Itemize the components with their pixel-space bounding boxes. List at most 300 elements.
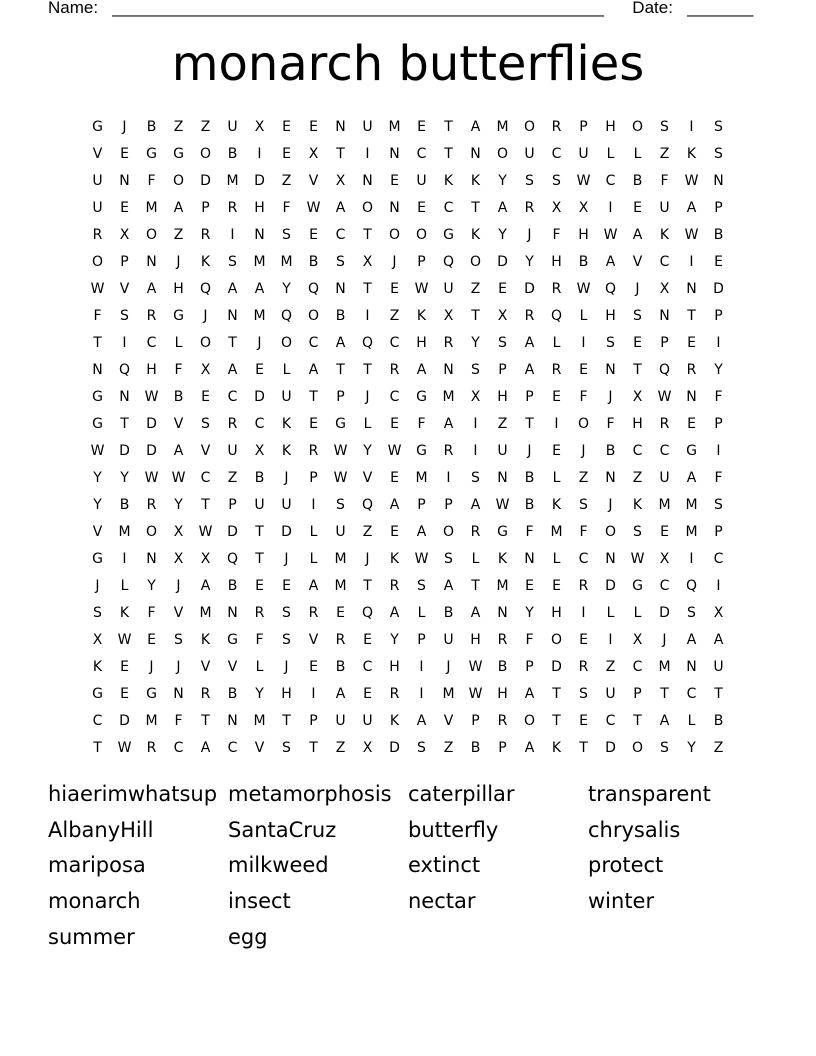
- grid-letter: B: [524, 497, 535, 513]
- grid-letter: R: [200, 227, 211, 243]
- grid-letter: S: [471, 470, 480, 486]
- grid-letter: I: [581, 605, 586, 621]
- grid-letter: K: [470, 173, 481, 189]
- grid-letter: Q: [226, 551, 239, 567]
- word-list-item: winter: [588, 889, 655, 914]
- grid-letter: S: [579, 686, 588, 702]
- grid-letter: O: [199, 146, 212, 162]
- grid-letter: S: [498, 335, 507, 351]
- grid-letter: I: [554, 416, 559, 432]
- grid-letter: H: [389, 659, 400, 675]
- grid-letter: Y: [525, 254, 534, 270]
- grid-letter: M: [253, 254, 266, 270]
- grid-letter: K: [200, 254, 211, 270]
- grid-letter: O: [280, 335, 293, 351]
- grid-letter: T: [552, 686, 561, 702]
- grid-letter: M: [199, 605, 212, 621]
- grid-letter: B: [524, 470, 535, 486]
- grid-letter: C: [335, 227, 346, 243]
- grid-letter: H: [632, 416, 643, 432]
- grid-letter: W: [630, 551, 645, 567]
- grid-letter: W: [90, 281, 105, 297]
- grid-letter: R: [524, 308, 535, 324]
- grid-letter: W: [171, 470, 186, 486]
- grid-letter: E: [579, 362, 588, 378]
- grid-letter: E: [390, 173, 399, 189]
- grid-letter: P: [714, 200, 723, 216]
- grid-letter: D: [254, 173, 265, 189]
- grid-letter: O: [91, 254, 104, 270]
- grid-letter: R: [92, 227, 103, 243]
- grid-letter: P: [525, 659, 534, 675]
- grid-letter: A: [146, 281, 157, 297]
- grid-letter: X: [632, 632, 643, 648]
- grid-letter: I: [473, 416, 478, 432]
- grid-letter: X: [92, 632, 103, 648]
- grid-letter: W: [495, 497, 510, 513]
- grid-letter: W: [117, 632, 132, 648]
- grid-letter: M: [334, 578, 347, 594]
- word-list: [48, 778, 768, 956]
- grid-letter: E: [633, 200, 642, 216]
- grid-letter: J: [176, 254, 181, 270]
- grid-letter: D: [713, 281, 724, 297]
- grid-letter: S: [687, 605, 696, 621]
- grid-letter: Z: [659, 146, 670, 162]
- grid-letter: R: [551, 119, 562, 135]
- grid-letter: T: [471, 578, 480, 594]
- grid-letter: P: [714, 308, 723, 324]
- grid-letter: O: [145, 524, 158, 540]
- grid-letter: I: [311, 497, 316, 513]
- grid-letter: T: [255, 551, 264, 567]
- grid-letter: A: [227, 362, 238, 378]
- grid-letter: J: [284, 470, 289, 486]
- grid-letter: M: [334, 551, 347, 567]
- grid-letter: Y: [93, 497, 102, 513]
- grid-letter: S: [174, 632, 183, 648]
- grid-letter: W: [414, 551, 429, 567]
- grid-letter: E: [552, 443, 561, 459]
- grid-letter: D: [605, 578, 616, 594]
- grid-letter: O: [604, 524, 617, 540]
- grid-letter: O: [523, 713, 536, 729]
- grid-letter: N: [659, 308, 670, 324]
- grid-letter: Z: [362, 524, 373, 540]
- grid-letter: W: [684, 173, 699, 189]
- grid-letter: W: [657, 389, 672, 405]
- grid-letter: I: [689, 119, 694, 135]
- grid-letter: C: [551, 146, 562, 162]
- grid-letter: L: [633, 605, 642, 621]
- grid-letter: Y: [498, 173, 507, 189]
- grid-letter: M: [658, 497, 671, 513]
- grid-letter: U: [281, 497, 292, 513]
- grid-letter: G: [173, 308, 184, 324]
- grid-letter: B: [632, 173, 643, 189]
- grid-letter: O: [172, 173, 185, 189]
- grid-letter: E: [120, 686, 129, 702]
- grid-letter: A: [470, 497, 481, 513]
- grid-letter: B: [578, 254, 589, 270]
- grid-letter: N: [686, 389, 697, 405]
- grid-letter: T: [687, 308, 696, 324]
- grid-letter: B: [173, 389, 184, 405]
- grid-letter: B: [227, 578, 238, 594]
- grid-letter: T: [228, 335, 237, 351]
- grid-letter: G: [416, 443, 427, 459]
- grid-letter: S: [417, 578, 426, 594]
- grid-letter: R: [308, 443, 319, 459]
- grid-letter: U: [362, 713, 373, 729]
- grid-letter: C: [173, 740, 184, 756]
- grid-letter: G: [92, 551, 103, 567]
- grid-letter: E: [390, 281, 399, 297]
- grid-letter: B: [254, 470, 265, 486]
- word-list-item: insect: [228, 889, 291, 914]
- word-list-item: monarch: [48, 889, 141, 914]
- grid-letter: P: [417, 497, 426, 513]
- grid-letter: C: [659, 443, 670, 459]
- grid-letter: H: [551, 254, 562, 270]
- grid-letter: I: [581, 335, 586, 351]
- grid-letter: A: [335, 335, 346, 351]
- grid-letter: H: [497, 389, 508, 405]
- grid-letter: U: [281, 389, 292, 405]
- grid-letter: E: [633, 335, 642, 351]
- grid-letter: O: [523, 119, 536, 135]
- word-list-item: milkweed: [228, 853, 329, 878]
- grid-letter: F: [174, 713, 183, 729]
- grid-letter: V: [200, 659, 211, 675]
- grid-letter: N: [227, 713, 238, 729]
- grid-letter: R: [146, 497, 157, 513]
- grid-letter: L: [120, 578, 129, 594]
- grid-letter: N: [119, 389, 130, 405]
- grid-letter: J: [365, 551, 370, 567]
- grid-letter: B: [713, 227, 724, 243]
- grid-letter: N: [146, 551, 157, 567]
- grid-letter: A: [389, 605, 400, 621]
- grid-letter: W: [198, 524, 213, 540]
- grid-letter: U: [254, 497, 265, 513]
- grid-letter: F: [147, 173, 156, 189]
- grid-letter: Z: [173, 227, 184, 243]
- grid-letter: Z: [443, 740, 454, 756]
- grid-letter: H: [605, 308, 616, 324]
- grid-letter: W: [414, 281, 429, 297]
- grid-letter: I: [446, 470, 451, 486]
- grid-letter: J: [608, 497, 613, 513]
- grid-letter: M: [550, 524, 563, 540]
- grid-letter: O: [415, 227, 428, 243]
- grid-letter: T: [363, 362, 372, 378]
- grid-letter: G: [686, 443, 697, 459]
- grid-letter: L: [471, 551, 480, 567]
- grid-letter: E: [120, 200, 129, 216]
- word-list-item: nectar: [408, 889, 476, 914]
- grid-letter: M: [685, 524, 698, 540]
- grid-letter: D: [524, 281, 535, 297]
- grid-letter: I: [365, 308, 370, 324]
- grid-letter: E: [579, 632, 588, 648]
- grid-letter: A: [416, 524, 427, 540]
- grid-letter: J: [608, 389, 613, 405]
- word-list-item: caterpillar: [408, 782, 515, 806]
- word-list-item: AlbanyHill: [48, 817, 154, 842]
- grid-letter: A: [686, 632, 697, 648]
- grid-letter: D: [659, 605, 670, 621]
- grid-letter: X: [254, 443, 265, 459]
- grid-letter: E: [552, 578, 561, 594]
- grid-letter: Z: [578, 470, 589, 486]
- grid-letter: J: [257, 335, 262, 351]
- grid-letter: J: [149, 659, 154, 675]
- grid-letter: D: [119, 713, 130, 729]
- grid-letter: V: [173, 605, 184, 621]
- grid-letter: A: [173, 443, 184, 459]
- grid-letter: E: [255, 578, 264, 594]
- grid-letter: M: [415, 470, 428, 486]
- grid-letter: V: [92, 524, 103, 540]
- grid-letter: Q: [361, 335, 374, 351]
- grid-letter: R: [443, 443, 454, 459]
- grid-letter: P: [498, 740, 507, 756]
- grid-letter: I: [608, 200, 613, 216]
- grid-letter: A: [713, 632, 724, 648]
- grid-letter: L: [309, 524, 318, 540]
- grid-letter: Y: [282, 281, 291, 297]
- grid-letter: C: [146, 335, 157, 351]
- grid-letter: B: [308, 254, 319, 270]
- grid-letter: F: [417, 416, 426, 432]
- grid-letter: F: [525, 524, 534, 540]
- grid-letter: R: [686, 362, 697, 378]
- grid-letter: V: [173, 416, 184, 432]
- grid-letter: X: [254, 119, 265, 135]
- grid-letter: T: [660, 686, 669, 702]
- grid-letter: L: [363, 416, 372, 432]
- grid-letter: U: [416, 173, 427, 189]
- grid-letter: N: [497, 605, 508, 621]
- grid-letter: G: [92, 119, 103, 135]
- grid-letter: E: [282, 146, 291, 162]
- grid-letter: C: [227, 389, 238, 405]
- grid-letter: U: [335, 524, 346, 540]
- grid-letter: N: [524, 551, 535, 567]
- grid-letter: T: [93, 335, 102, 351]
- grid-letter: X: [200, 551, 211, 567]
- grid-letter: E: [309, 227, 318, 243]
- grid-letter: J: [527, 443, 532, 459]
- grid-letter: Z: [713, 740, 724, 756]
- grid-letter: S: [417, 740, 426, 756]
- grid-letter: R: [200, 686, 211, 702]
- grid-letter: D: [227, 524, 238, 540]
- grid-letter: K: [389, 551, 400, 567]
- grid-letter: T: [579, 740, 588, 756]
- grid-letter: S: [201, 416, 210, 432]
- grid-letter: P: [309, 713, 318, 729]
- grid-letter: P: [471, 713, 480, 729]
- grid-letter: P: [714, 524, 723, 540]
- grid-letter: M: [145, 200, 158, 216]
- grid-letter: T: [255, 524, 264, 540]
- grid-letter: L: [282, 362, 291, 378]
- grid-letter: U: [659, 200, 670, 216]
- grid-letter: A: [632, 227, 643, 243]
- word-list-item: mariposa: [48, 853, 146, 878]
- grid-letter: P: [660, 335, 669, 351]
- grid-letter: A: [686, 470, 697, 486]
- grid-letter: V: [308, 173, 319, 189]
- grid-letter: J: [95, 578, 100, 594]
- grid-letter: M: [226, 173, 239, 189]
- grid-letter: F: [660, 173, 669, 189]
- grid-letter: C: [578, 551, 589, 567]
- grid-letter: Y: [174, 497, 183, 513]
- grid-letter: S: [282, 605, 291, 621]
- grid-letter: N: [254, 227, 265, 243]
- grid-letter: P: [633, 686, 642, 702]
- grid-letter: J: [176, 659, 181, 675]
- grid-letter: L: [633, 146, 642, 162]
- grid-letter: J: [122, 119, 127, 135]
- grid-letter: P: [444, 497, 453, 513]
- grid-letter: V: [362, 470, 373, 486]
- grid-letter: X: [362, 254, 373, 270]
- grid-letter: U: [524, 146, 535, 162]
- grid-letter: I: [473, 443, 478, 459]
- grid-letter: S: [714, 497, 723, 513]
- grid-letter: D: [254, 389, 265, 405]
- grid-letter: E: [552, 389, 561, 405]
- grid-letter: W: [684, 227, 699, 243]
- grid-letter: O: [361, 200, 374, 216]
- grid-letter: M: [496, 119, 509, 135]
- grid-letter: R: [389, 362, 400, 378]
- grid-letter: V: [632, 254, 643, 270]
- grid-letter: G: [227, 632, 238, 648]
- word-list-item: transparent: [588, 782, 711, 806]
- grid-letter: B: [119, 497, 130, 513]
- grid-letter: N: [605, 551, 616, 567]
- grid-letter: Y: [390, 632, 399, 648]
- grid-letter: J: [284, 659, 289, 675]
- grid-letter: H: [416, 335, 427, 351]
- grid-letter: Q: [685, 578, 698, 594]
- grid-letter: P: [228, 497, 237, 513]
- grid-letter: U: [713, 659, 724, 675]
- grid-letter: C: [659, 578, 670, 594]
- grid-letter: D: [119, 443, 130, 459]
- grid-letter: O: [199, 335, 212, 351]
- grid-letter: P: [579, 119, 588, 135]
- grid-letter: K: [389, 713, 400, 729]
- grid-letter: N: [497, 470, 508, 486]
- grid-letter: G: [335, 416, 346, 432]
- grid-letter: C: [389, 389, 400, 405]
- grid-letter: V: [308, 632, 319, 648]
- grid-letter: V: [200, 443, 211, 459]
- grid-letter: O: [145, 227, 158, 243]
- grid-letter: H: [470, 632, 481, 648]
- grid-letter: V: [227, 659, 238, 675]
- grid-letter: T: [363, 578, 372, 594]
- name-label: Name:: [48, 0, 99, 17]
- grid-letter: A: [200, 740, 211, 756]
- grid-letter: Q: [550, 308, 563, 324]
- grid-letter: V: [254, 740, 265, 756]
- grid-letter: W: [468, 659, 483, 675]
- grid-letter: K: [497, 551, 508, 567]
- grid-letter: Y: [714, 362, 723, 378]
- page-title: monarch butterflies: [171, 36, 645, 92]
- grid-letter: G: [173, 146, 184, 162]
- grid-letter: A: [524, 362, 535, 378]
- grid-letter: C: [686, 686, 697, 702]
- grid-letter: R: [578, 578, 589, 594]
- grid-letter: D: [281, 524, 292, 540]
- grid-letter: S: [336, 254, 345, 270]
- grid-letter: D: [497, 254, 508, 270]
- grid-letter: E: [147, 632, 156, 648]
- grid-letter: M: [496, 578, 509, 594]
- grid-letter: A: [686, 200, 697, 216]
- grid-letter: Q: [118, 362, 131, 378]
- grid-letter: P: [336, 389, 345, 405]
- grid-letter: P: [120, 254, 129, 270]
- grid-letter: K: [281, 416, 292, 432]
- grid-letter: F: [606, 416, 615, 432]
- grid-letter: R: [497, 713, 508, 729]
- grid-letter: U: [92, 200, 103, 216]
- word-list-item: metamorphosis: [228, 782, 392, 806]
- grid-letter: I: [311, 686, 316, 702]
- grid-letter: Y: [471, 335, 480, 351]
- grid-letter: B: [227, 146, 238, 162]
- grid-letter: A: [335, 200, 346, 216]
- grid-letter: T: [201, 497, 210, 513]
- grid-letter: T: [444, 146, 453, 162]
- grid-letter: O: [631, 740, 644, 756]
- grid-letter: I: [608, 632, 613, 648]
- grid-letter: Z: [281, 173, 292, 189]
- grid-letter: M: [118, 524, 131, 540]
- letter-grid: [84, 114, 732, 762]
- grid-letter: L: [579, 308, 588, 324]
- grid-letter: A: [389, 497, 400, 513]
- grid-letter: R: [551, 281, 562, 297]
- grid-letter: Q: [442, 254, 455, 270]
- grid-letter: F: [147, 605, 156, 621]
- grid-letter: G: [443, 227, 454, 243]
- grid-letter: W: [576, 281, 591, 297]
- grid-letter: Q: [307, 281, 320, 297]
- grid-letter: X: [308, 146, 319, 162]
- grid-letter: P: [417, 254, 426, 270]
- grid-letter: D: [605, 740, 616, 756]
- grid-letter: B: [335, 659, 346, 675]
- grid-letter: P: [417, 632, 426, 648]
- grid-letter: T: [525, 416, 534, 432]
- grid-letter: F: [93, 308, 102, 324]
- grid-letter: B: [713, 713, 724, 729]
- grid-letter: O: [469, 254, 482, 270]
- grid-letter: S: [633, 308, 642, 324]
- grid-letter: A: [200, 578, 211, 594]
- grid-letter: S: [282, 227, 291, 243]
